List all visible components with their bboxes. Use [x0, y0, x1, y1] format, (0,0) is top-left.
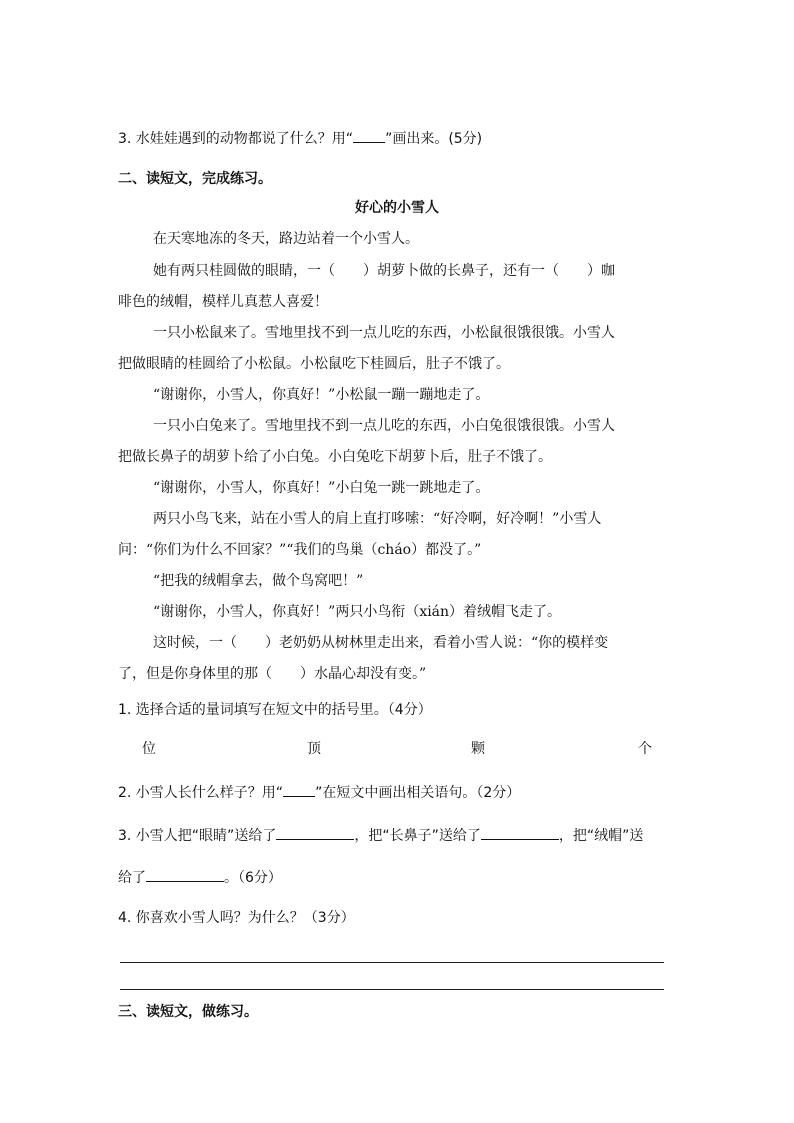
answer-blank[interactable]: [146, 867, 224, 882]
question-2-suffix: ”在短文中画出相关语句。（2分）: [315, 785, 521, 801]
answer-blank[interactable]: [276, 825, 354, 840]
measure-word-option: 位: [142, 741, 156, 757]
measure-word-option: 顶: [307, 741, 321, 757]
question-3-part-d: 给了: [118, 870, 146, 886]
section-2-heading: 二、读短文，完成练习。: [118, 171, 272, 187]
question-1: 1. 选择合适的量词填写在短文中的括号里。（4分）: [118, 702, 432, 718]
story-line: “谢谢你，小雪人，你真好！”小松鼠一蹦一蹦地走了。: [153, 387, 490, 403]
story-line: 两只小鸟飞来，站在小雪人的肩上直打哆嗦：“好冷啊，好冷啊！”小雪人: [153, 511, 602, 527]
story-line: 她有两只桂圆做的眼睛，一（ ）胡萝卜做的长鼻子，还有一（ ）咖: [153, 263, 615, 279]
question-3-part-c: ，把“绒帽”送: [558, 828, 644, 844]
question-3-top-suffix: ”画出来。(5分): [385, 131, 483, 147]
story-line: 了，但是你身体里的那（ ）水晶心却没有变。”: [118, 666, 427, 682]
question-2-prefix: 2. 小雪人长什么样子？用“: [118, 785, 284, 801]
question-3-part-b: ，把“长鼻子”送给了: [354, 828, 481, 844]
answer-blank[interactable]: [481, 825, 559, 840]
answer-blank[interactable]: [283, 782, 315, 797]
question-3-part-a: 3. 小雪人把“眼睛”送给了: [118, 828, 277, 844]
story-line: 问：“你们为什么不回家？”“我们的鸟巢（cháo）都没了。”: [118, 542, 482, 558]
story-line: 在天寒地冻的冬天，路边站着一个小雪人。: [153, 231, 419, 247]
story-line: 这时候，一（ ）老奶奶从树林里走出来，看着小雪人说：“你的模样变: [153, 635, 609, 651]
story-line: 一只小白兔来了。雪地里找不到一点儿吃的东西，小白兔很饿很饿。小雪人: [153, 418, 615, 434]
question-3-top-prefix: 3. 水娃娃遇到的动物都说了什么？用“: [118, 131, 354, 147]
story-line: “谢谢你，小雪人，你真好！”小白兔一跳一跳地走了。: [153, 480, 490, 496]
measure-word-option: 颗: [471, 741, 485, 757]
answer-line[interactable]: [120, 962, 664, 963]
story-title: 好心的小雪人: [355, 200, 439, 216]
question-4: 4. 你喜欢小雪人吗？为什么？（3分）: [118, 910, 355, 926]
story-line: 啡色的绒帽，模样儿真惹人喜爱！: [118, 294, 328, 310]
answer-line[interactable]: [120, 989, 664, 990]
answer-blank[interactable]: [353, 128, 385, 143]
question-3-top: [118, 128, 482, 149]
story-line: 一只小松鼠来了。雪地里找不到一点儿吃的东西，小松鼠很饿很饿。小雪人: [153, 325, 615, 341]
story-line: 把做长鼻子的胡萝卜给了小白兔。小白兔吃下胡萝卜后，肚子不饿了。: [118, 449, 552, 465]
question-2: [118, 782, 520, 803]
story-line: “把我的绒帽拿去，做个鸟窝吧！”: [153, 573, 364, 589]
story-line: 把做眼睛的桂圆给了小松鼠。小松鼠吃下桂圆后，肚子不饿了。: [118, 356, 510, 372]
measure-word-option: 个: [638, 741, 652, 757]
question-3-continued: [118, 867, 282, 888]
question-3: [118, 825, 643, 846]
question-3-part-e: 。（6分）: [224, 870, 282, 886]
section-3-heading: 三、读短文，做练习。: [118, 1004, 258, 1020]
story-line: “谢谢你，小雪人，你真好！”两只小鸟衔（xián）着绒帽飞走了。: [153, 604, 562, 620]
